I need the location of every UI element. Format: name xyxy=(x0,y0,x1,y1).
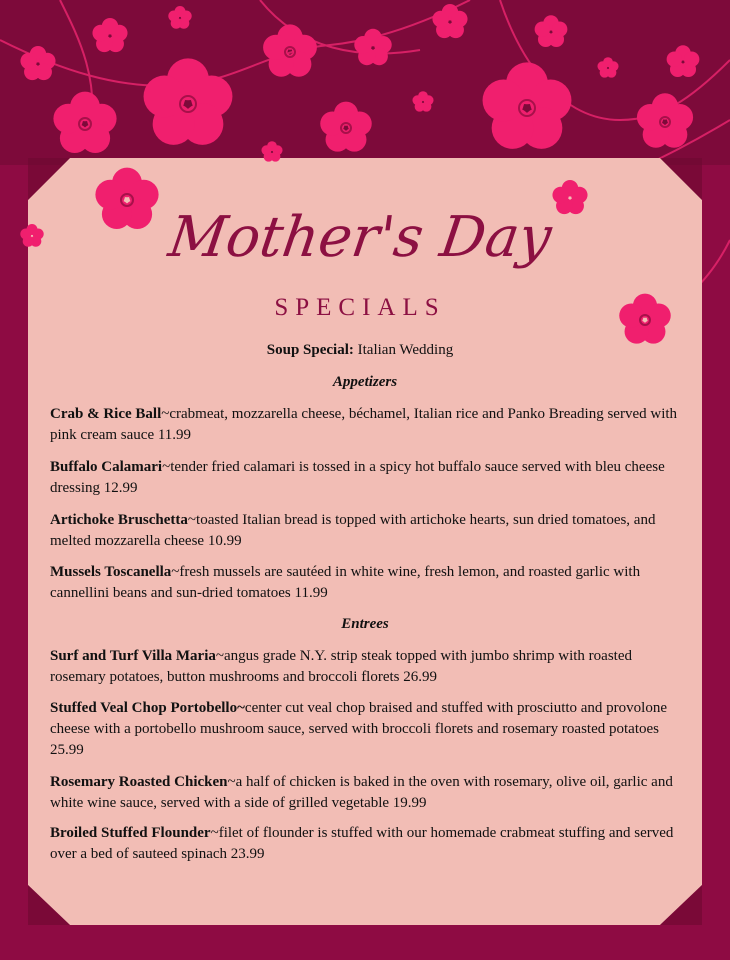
menu-item xyxy=(50,510,680,552)
item-name: Mussels Toscanella xyxy=(50,564,172,580)
soup-label: Soup Special: xyxy=(266,342,354,358)
menu-item xyxy=(50,698,680,761)
item-name: Artichoke Bruschetta xyxy=(50,512,188,528)
item-description: ~angus grade N.Y. strip steak topped with jumbo shrimp with roasted rosemary potatoes, button mushrooms and broccoli florets 26.99 xyxy=(50,648,632,685)
item-name: Stuffed Veal Chop Portobello~ xyxy=(50,700,245,716)
item-description: ~a half of chicken is baked in the oven with rosemary, olive oil, garlic and white wine sauce, served with a side of grilled vegetable 19.99 xyxy=(50,774,673,811)
item-description: ~crabmeat, mozzarella cheese, béchamel, Italian rice and Panko Breading served with pink cream sauce 11.99 xyxy=(50,406,678,443)
item-name: Crab & Rice Ball xyxy=(50,406,162,422)
item-description: ~tender fried calamari is tossed in a spicy hot buffalo sauce served with bleu cheese dressing 12.99 xyxy=(50,459,665,496)
item-name: Surf and Turf Villa Maria xyxy=(50,648,216,664)
menu-item xyxy=(50,646,680,688)
menu-item xyxy=(50,562,680,604)
item-description: ~filet of flounder is stuffed with our homemade crabmeat stuffing and served over a bed of sauteed spinach 23.99 xyxy=(50,825,674,862)
item-description: center cut veal chop braised and stuffed with prosciutto and provolone cheese with a portobello mushroom sauce, served with broccoli florets and rosemary roasted potatoes 25.99 xyxy=(50,700,668,758)
item-name: Broiled Stuffed Flounder xyxy=(50,825,211,841)
item-name: Buffalo Calamari xyxy=(50,459,163,475)
menu-item xyxy=(50,404,680,446)
appetizers-heading: Appetizers xyxy=(332,374,398,390)
entrees-heading: Entrees xyxy=(341,616,389,632)
page-title: Mother's Day xyxy=(164,205,556,270)
menu-item xyxy=(50,457,680,499)
item-description: ~fresh mussels are sautéed in white wine, fresh lemon, and roasted garlic with cannellini beans and sun-dried tomatoes 11.99 xyxy=(50,564,641,601)
item-name: Rosemary Roasted Chicken xyxy=(50,774,228,790)
menu-item xyxy=(50,772,680,814)
menu-item xyxy=(50,823,680,865)
page-subtitle: SPECIALS xyxy=(274,294,446,321)
soup-value: Italian Wedding xyxy=(357,342,454,358)
soup-special xyxy=(50,342,670,359)
item-description: ~toasted Italian bread is topped with artichoke hearts, sun dried tomatoes, and melted mozzarella cheese 10.99 xyxy=(50,512,656,549)
